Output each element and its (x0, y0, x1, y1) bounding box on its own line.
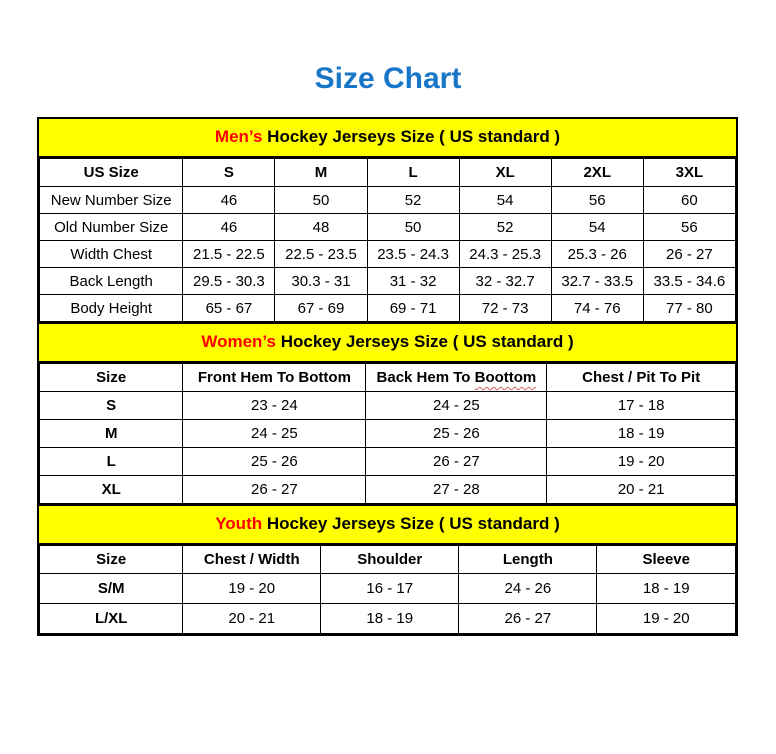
row-label: L/XL (40, 604, 183, 634)
table-row (40, 392, 736, 420)
size-cell: 56 (551, 187, 643, 214)
youth-section-highlight: Youth (215, 514, 263, 533)
size-cell: 74 - 76 (551, 295, 643, 322)
size-cell: 18 - 19 (321, 604, 459, 634)
table-row (40, 604, 736, 634)
column-header: L (367, 159, 459, 187)
size-cell: 26 - 27 (366, 448, 547, 476)
size-cell: 24 - 25 (366, 392, 547, 420)
size-cell: 50 (367, 214, 459, 241)
size-cell: 25 - 26 (366, 420, 547, 448)
size-cell: 30.3 - 31 (275, 268, 367, 295)
size-cell: 32 - 32.7 (459, 268, 551, 295)
womens-size-table (39, 363, 736, 504)
mens-size-table (39, 158, 736, 322)
size-cell: 52 (459, 214, 551, 241)
size-cell: 21.5 - 22.5 (183, 241, 275, 268)
size-cell: 26 - 27 (459, 604, 597, 634)
size-cell: 26 - 27 (183, 476, 366, 504)
column-header: Size (40, 546, 183, 574)
size-cell: 77 - 80 (643, 295, 735, 322)
column-header: Length (459, 546, 597, 574)
size-cell: 26 - 27 (643, 241, 735, 268)
size-cell: 69 - 71 (367, 295, 459, 322)
page-title: Size Chart (314, 62, 462, 95)
size-cell: 46 (183, 187, 275, 214)
table-row (40, 420, 736, 448)
row-label: Width Chest (40, 241, 183, 268)
table-row (40, 295, 736, 322)
column-header: Sleeve (597, 546, 736, 574)
size-cell: 23.5 - 24.3 (367, 241, 459, 268)
column-header: Chest / Width (183, 546, 321, 574)
size-cell: 19 - 20 (547, 448, 736, 476)
size-cell: 20 - 21 (547, 476, 736, 504)
table-row (40, 241, 736, 268)
youth-section-header (39, 504, 736, 545)
size-cell: 16 - 17 (321, 574, 459, 604)
size-cell: 52 (367, 187, 459, 214)
size-cell: 25.3 - 26 (551, 241, 643, 268)
row-label: M (40, 420, 183, 448)
row-label: Back Length (40, 268, 183, 295)
size-cell: 72 - 73 (459, 295, 551, 322)
size-cell: 48 (275, 214, 367, 241)
column-header: Size (40, 364, 183, 392)
size-cell: 60 (643, 187, 735, 214)
size-cell: 32.7 - 33.5 (551, 268, 643, 295)
row-label: S (40, 392, 183, 420)
table-row (40, 476, 736, 504)
size-cell: 20 - 21 (183, 604, 321, 634)
size-cell: 19 - 20 (183, 574, 321, 604)
size-cell: 17 - 18 (547, 392, 736, 420)
row-label: S/M (40, 574, 183, 604)
size-chart (37, 117, 738, 636)
youth-size-table (39, 545, 736, 634)
size-cell: 54 (459, 187, 551, 214)
size-cell: 24 - 26 (459, 574, 597, 604)
size-cell: 31 - 32 (367, 268, 459, 295)
column-header: XL (459, 159, 551, 187)
size-cell: 50 (275, 187, 367, 214)
size-cell: 27 - 28 (366, 476, 547, 504)
size-cell: 23 - 24 (183, 392, 366, 420)
size-cell: 22.5 - 23.5 (275, 241, 367, 268)
size-cell: 33.5 - 34.6 (643, 268, 735, 295)
row-label: New Number Size (40, 187, 183, 214)
row-label: L (40, 448, 183, 476)
column-header: M (275, 159, 367, 187)
table-header-row (40, 546, 736, 574)
misspelled-word: Boottom (474, 369, 537, 386)
size-cell: 54 (551, 214, 643, 241)
size-cell: 19 - 20 (597, 604, 736, 634)
youth-section-title: Hockey Jerseys Size ( US standard ) (262, 514, 560, 533)
mens-section-title: Hockey Jerseys Size ( US standard ) (262, 127, 561, 146)
size-cell: 25 - 26 (183, 448, 366, 476)
row-label: Body Height (40, 295, 183, 322)
size-cell: 29.5 - 30.3 (183, 268, 275, 295)
column-header: US Size (40, 159, 183, 187)
column-header: Front Hem To Bottom (183, 364, 366, 392)
table-row (40, 448, 736, 476)
size-cell: 18 - 19 (597, 574, 736, 604)
womens-section-highlight: Women’s (201, 332, 276, 351)
table-row (40, 268, 736, 295)
table-row (40, 574, 736, 604)
size-cell: 24 - 25 (183, 420, 366, 448)
size-cell: 18 - 19 (547, 420, 736, 448)
mens-section-header (39, 119, 736, 158)
row-label: Old Number Size (40, 214, 183, 241)
table-row (40, 214, 736, 241)
womens-section-header (39, 322, 736, 363)
column-header: Shoulder (321, 546, 459, 574)
column-header-text: Back Hem To (376, 369, 475, 386)
size-cell: 56 (643, 214, 735, 241)
table-header-row (40, 159, 736, 187)
table-row (40, 187, 736, 214)
size-cell: 65 - 67 (183, 295, 275, 322)
row-label: XL (40, 476, 183, 504)
table-header-row (40, 364, 736, 392)
size-cell: 46 (183, 214, 275, 241)
column-header: 2XL (551, 159, 643, 187)
column-header: Chest / Pit To Pit (547, 364, 736, 392)
womens-section-title: Hockey Jerseys Size ( US standard ) (275, 332, 574, 351)
mens-section-highlight: Men’s (214, 127, 263, 146)
column-header: S (183, 159, 275, 187)
size-cell: 24.3 - 25.3 (459, 241, 551, 268)
column-header: 3XL (643, 159, 735, 187)
size-cell: 67 - 69 (275, 295, 367, 322)
column-header (366, 364, 547, 392)
